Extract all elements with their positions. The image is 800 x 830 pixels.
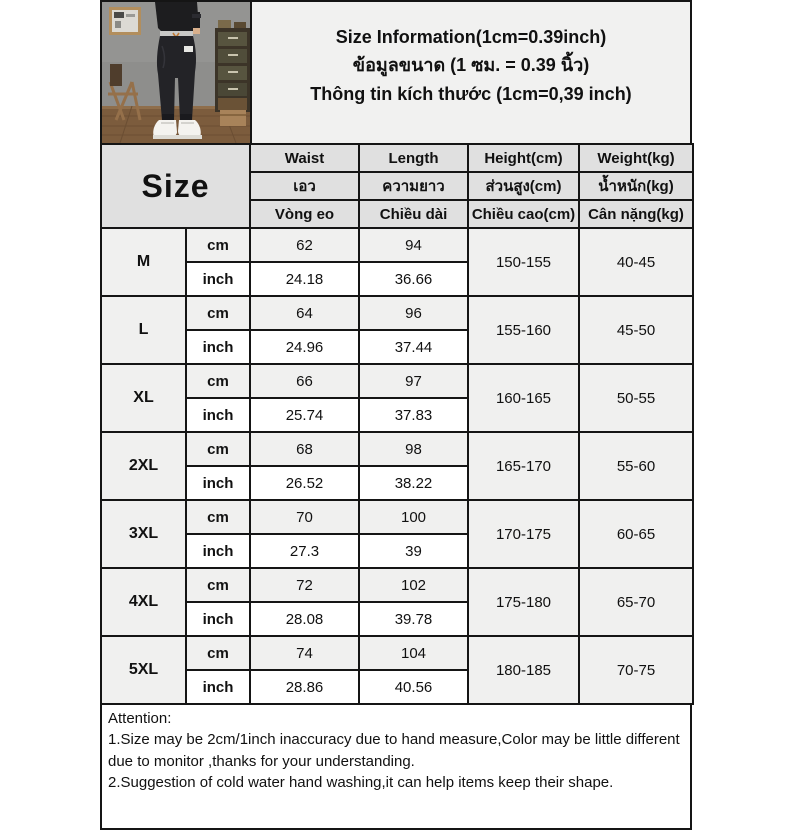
waist-cm-value: 74 xyxy=(250,636,359,670)
weight-range-value: 55-60 xyxy=(579,432,693,500)
crate xyxy=(220,110,246,126)
waist-cm-value: 62 xyxy=(250,228,359,262)
wall-frame xyxy=(109,7,141,35)
size-row-xl-cm xyxy=(101,364,693,398)
height-range-value: 175-180 xyxy=(468,568,579,636)
attention-note-1: 1.Size may be 2cm/1inch inaccuracy due to hand measure,Color may be little different due to monitor ,thanks for your understanding. xyxy=(108,731,680,770)
unit-inch-label: inch xyxy=(186,466,250,500)
chair-back xyxy=(110,64,122,86)
col-height-vi: Chiều cao(cm) xyxy=(468,200,579,228)
col-weight-vi: Cân nặng(kg) xyxy=(579,200,693,228)
size-label: 3XL xyxy=(101,500,186,568)
waist-inch-value: 26.52 xyxy=(250,466,359,500)
col-height-en: Height(cm) xyxy=(468,144,579,172)
length-cm-value: 104 xyxy=(359,636,468,670)
unit-inch-label: inch xyxy=(186,670,250,704)
size-label: M xyxy=(101,228,186,296)
col-weight-en: Weight(kg) xyxy=(579,144,693,172)
length-inch-value: 36.66 xyxy=(359,262,468,296)
length-cm-value: 98 xyxy=(359,432,468,466)
length-inch-value: 39.78 xyxy=(359,602,468,636)
size-row-3xl-cm xyxy=(101,500,693,534)
attention-box xyxy=(100,703,692,830)
unit-cm-label: cm xyxy=(186,568,250,602)
waist-cm-value: 64 xyxy=(250,296,359,330)
length-cm-value: 94 xyxy=(359,228,468,262)
size-label: 2XL xyxy=(101,432,186,500)
unit-cm-label: cm xyxy=(186,296,250,330)
title-vi: Thông tin kích thước (1cm=0,39 inch) xyxy=(310,83,632,104)
height-range-value: 165-170 xyxy=(468,432,579,500)
size-chart-page xyxy=(100,0,692,830)
unit-inch-label: inch xyxy=(186,602,250,636)
height-range-value: 160-165 xyxy=(468,364,579,432)
size-row-5xl-cm xyxy=(101,636,693,670)
col-waist-en: Waist xyxy=(250,144,359,172)
col-height-th: ส่วนสูง(cm) xyxy=(468,172,579,200)
waist-inch-value: 24.18 xyxy=(250,262,359,296)
top-row xyxy=(100,0,692,145)
cabinet xyxy=(215,20,250,112)
weight-range-value: 40-45 xyxy=(579,228,693,296)
weight-range-value: 70-75 xyxy=(579,636,693,704)
unit-cm-label: cm xyxy=(186,364,250,398)
attention-heading: Attention: xyxy=(108,710,172,727)
height-range-value: 170-175 xyxy=(468,500,579,568)
unit-inch-label: inch xyxy=(186,262,250,296)
height-range-value: 150-155 xyxy=(468,228,579,296)
height-range-value: 180-185 xyxy=(468,636,579,704)
waist-cm-value: 72 xyxy=(250,568,359,602)
unit-inch-label: inch xyxy=(186,330,250,364)
length-inch-value: 37.83 xyxy=(359,398,468,432)
header-row-en xyxy=(101,144,693,172)
weight-range-value: 60-65 xyxy=(579,500,693,568)
unit-cm-label: cm xyxy=(186,432,250,466)
length-cm-value: 96 xyxy=(359,296,468,330)
length-cm-value: 102 xyxy=(359,568,468,602)
length-inch-value: 39 xyxy=(359,534,468,568)
col-length-vi: Chiều dài xyxy=(359,200,468,228)
waist-cm-value: 68 xyxy=(250,432,359,466)
attention-note-2: 2.Suggestion of cold water hand washing,it can help items keep their shape. xyxy=(108,773,614,791)
waist-cm-value: 70 xyxy=(250,500,359,534)
title-en: Size Information(1cm=0.39inch) xyxy=(335,26,607,47)
unit-cm-label: cm xyxy=(186,636,250,670)
unit-inch-label: inch xyxy=(186,398,250,432)
waist-inch-value: 28.86 xyxy=(250,670,359,704)
waist-inch-value: 25.74 xyxy=(250,398,359,432)
title-th: ข้อมูลขนาด (1 ซม. = 0.39 นิ้ว) xyxy=(352,55,590,76)
col-length-th: ความยาว xyxy=(359,172,468,200)
unit-cm-label: cm xyxy=(186,228,250,262)
unit-cm-label: cm xyxy=(186,500,250,534)
title-panel xyxy=(252,0,692,145)
length-cm-value: 100 xyxy=(359,500,468,534)
unit-inch-label: inch xyxy=(186,534,250,568)
weight-range-value: 65-70 xyxy=(579,568,693,636)
size-row-2xl-cm xyxy=(101,432,693,466)
col-weight-th: น้ำหนัก(kg) xyxy=(579,172,693,200)
length-inch-value: 40.56 xyxy=(359,670,468,704)
waist-cm-value: 66 xyxy=(250,364,359,398)
size-label: XL xyxy=(101,364,186,432)
size-row-4xl-cm xyxy=(101,568,693,602)
length-cm-value: 97 xyxy=(359,364,468,398)
product-photo xyxy=(100,0,252,145)
size-label: 5XL xyxy=(101,636,186,704)
weight-range-value: 50-55 xyxy=(579,364,693,432)
size-label: 4XL xyxy=(101,568,186,636)
weight-range-value: 45-50 xyxy=(579,296,693,364)
size-row-l-cm xyxy=(101,296,693,330)
length-inch-value: 37.44 xyxy=(359,330,468,364)
length-inch-value: 38.22 xyxy=(359,466,468,500)
product-photo-art xyxy=(102,2,250,143)
waist-inch-value: 27.3 xyxy=(250,534,359,568)
col-waist-th: เอว xyxy=(250,172,359,200)
waist-inch-value: 24.96 xyxy=(250,330,359,364)
col-waist-vi: Vòng eo xyxy=(250,200,359,228)
size-label: L xyxy=(101,296,186,364)
size-table xyxy=(100,143,694,705)
size-row-m-cm xyxy=(101,228,693,262)
waist-inch-value: 28.08 xyxy=(250,602,359,636)
height-range-value: 155-160 xyxy=(468,296,579,364)
col-length-en: Length xyxy=(359,144,468,172)
size-header-cell: Size xyxy=(101,144,250,228)
